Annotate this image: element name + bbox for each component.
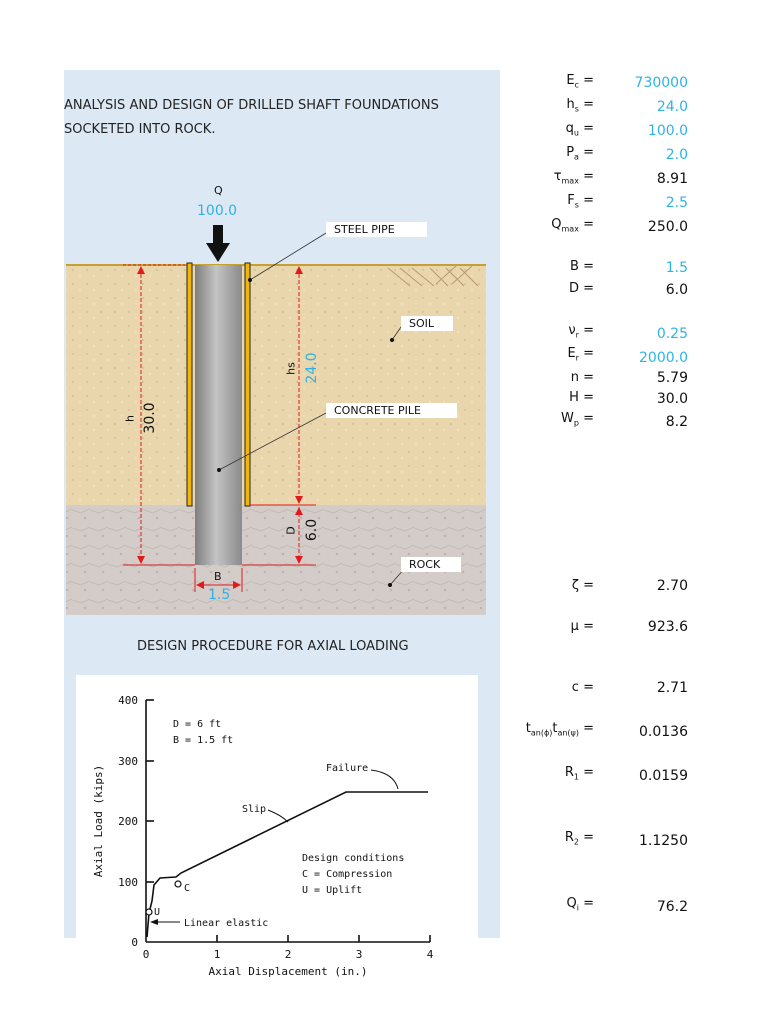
param-qi-name: $Q_i$ =	[566, 896, 594, 913]
param-zeta-name: ζ =	[571, 578, 594, 593]
u-marker-label: U	[154, 907, 161, 918]
param-wp-value: 8.2	[665, 414, 688, 430]
load-arrow-head	[206, 243, 230, 262]
ytick-200: 200	[118, 815, 138, 828]
page-title-line1: ANALYSIS AND DESIGN OF DRILLED SHAFT FOUNDATIONS	[64, 98, 439, 113]
param-vr-value[interactable]: 0.25	[656, 326, 688, 342]
linear-elastic-label: Linear elastic	[184, 918, 269, 929]
param-c-name: c =	[571, 680, 594, 695]
design-compression: C = Compression	[302, 869, 393, 880]
param-zeta-value: 2.70	[656, 578, 688, 594]
rock-label: ROCK	[401, 557, 461, 572]
ytick-100: 100	[118, 876, 138, 889]
param-tau-name: $\tau_{max}$ =	[553, 169, 594, 186]
concrete-pile	[195, 265, 242, 565]
concrete-pile-label: CONCRETE PILE	[326, 403, 457, 418]
param-qi-value: 76.2	[656, 899, 688, 915]
param-b-value[interactable]: 1.5	[665, 260, 688, 276]
load-value: 100.0	[197, 203, 238, 219]
param-er-name: $E_r$ =	[567, 346, 594, 363]
d-label: D	[284, 526, 298, 535]
param-qmax-name: $Q_{max}$ =	[551, 217, 594, 234]
ytick-300: 300	[118, 755, 138, 768]
param-wp-name: $W_p$ =	[561, 411, 594, 428]
xtick-0: 0	[142, 948, 150, 961]
procedure-title: DESIGN PROCEDURE FOR AXIAL LOADING	[137, 639, 409, 654]
param-b-name: B =	[570, 259, 594, 274]
param-tau-value: 8.91	[656, 171, 688, 187]
param-qu-value[interactable]: 100.0	[647, 123, 688, 139]
steel-pipe-right	[245, 263, 250, 506]
axial-load-graph	[76, 675, 478, 983]
load-arrow-shaft	[213, 225, 223, 245]
hs-value: 24.0	[304, 352, 320, 384]
steel-pipe-left	[187, 263, 192, 506]
param-ec-value[interactable]: 730000	[634, 75, 688, 91]
param-r1-name: $R_1$ =	[564, 765, 594, 782]
param-mu-value: 923.6	[647, 619, 688, 635]
param-r2-value: 1.1250	[639, 833, 688, 849]
param-fs-value[interactable]: 2.5	[665, 195, 688, 211]
design-conditions: Design conditions	[302, 853, 405, 864]
note-b: B = 1.5 ft	[173, 735, 234, 746]
param-mu-name: μ =	[570, 619, 594, 634]
page-title-line2: SOCKETED INTO ROCK.	[64, 122, 216, 137]
param-r1-value: 0.0159	[639, 768, 688, 784]
uplift-point	[146, 909, 152, 915]
y-axis-label: Axial Load (kips)	[92, 764, 105, 878]
param-n-name: n =	[570, 370, 594, 385]
param-d-name: D =	[568, 281, 594, 296]
h-label: h	[123, 415, 137, 422]
param-er-value[interactable]: 2000.0	[639, 350, 688, 366]
param-c-value: 2.71	[656, 680, 688, 696]
c-marker-label: C	[184, 883, 191, 894]
compression-point	[175, 881, 181, 887]
ytick-400: 400	[118, 694, 138, 707]
b-value: 1.5	[208, 587, 231, 603]
load-label: Q	[214, 184, 223, 197]
param-hs-name: $h_s$ =	[566, 97, 594, 114]
param-h-name: H =	[569, 390, 594, 405]
param-qmax-value: 250.0	[647, 219, 688, 235]
b-label: B	[214, 570, 222, 583]
xtick-2: 2	[284, 948, 292, 961]
xtick-1: 1	[213, 948, 221, 961]
steel-pipe-label: STEEL PIPE	[326, 222, 427, 237]
xtick-3: 3	[355, 948, 363, 961]
xtick-4: 4	[426, 948, 434, 961]
param-tan-value: 0.0136	[639, 724, 688, 740]
param-h-value: 30.0	[656, 391, 688, 407]
soil-label: SOIL	[401, 316, 453, 331]
param-tan-name: $t_{an(\phi)}t_{an(\psi)}$ =	[525, 721, 594, 738]
param-ec-name: $E_c$ =	[566, 73, 594, 90]
param-pa-value[interactable]: 2.0	[665, 147, 688, 163]
param-d-value: 6.0	[665, 282, 688, 298]
param-n-value: 5.79	[656, 370, 688, 386]
param-hs-value[interactable]: 24.0	[656, 99, 688, 115]
param-vr-name: $\nu_r$ =	[568, 323, 594, 340]
h-value: 30.0	[142, 402, 158, 434]
failure-label: Failure	[326, 763, 369, 774]
param-pa-name: $P_a$ =	[566, 145, 594, 162]
param-fs-name: $F_s$ =	[567, 193, 594, 210]
soil-layer	[66, 265, 486, 505]
note-d: D = 6 ft	[173, 719, 222, 730]
d-value: 6.0	[304, 518, 320, 542]
design-uplift: U = Uplift	[302, 885, 363, 896]
param-qu-name: $q_u$ =	[565, 121, 594, 138]
slip-label: Slip	[242, 804, 267, 815]
param-r2-name: $R_2$ =	[564, 830, 594, 847]
hs-label: hs	[284, 362, 298, 375]
x-axis-label: Axial Displacement (in.)	[208, 965, 368, 978]
ytick-0: 0	[131, 936, 138, 949]
